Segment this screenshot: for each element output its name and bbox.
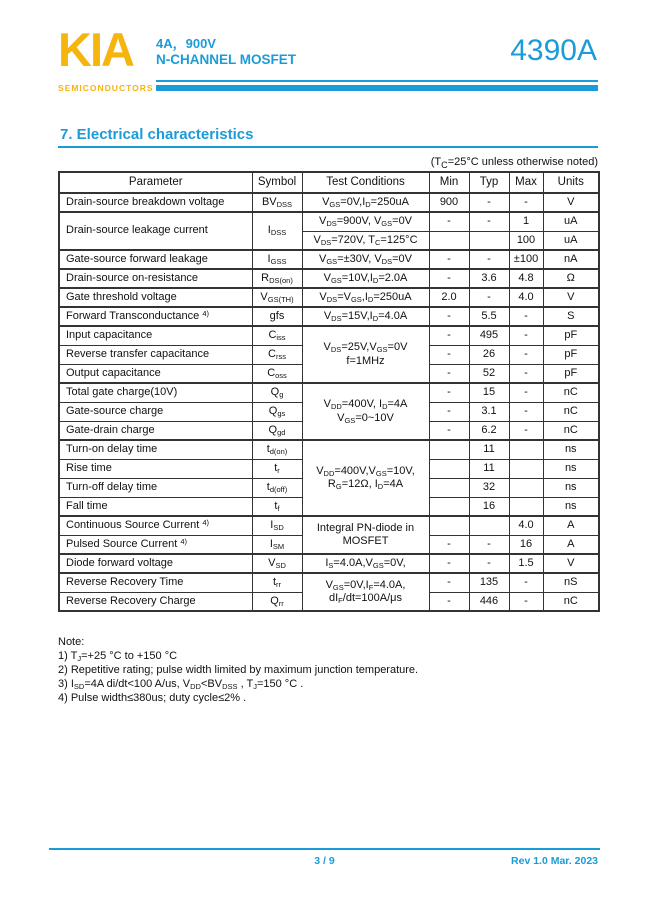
- table-cell: -: [509, 573, 543, 592]
- table-cell: 4.8: [509, 269, 543, 288]
- table-cell: 16: [469, 497, 509, 516]
- table-cell: 32: [469, 478, 509, 497]
- table-cell: -: [429, 212, 469, 231]
- parameter-cell: Continuous Source Current $^{4)}$: [59, 516, 252, 535]
- table-cell: -: [429, 535, 469, 554]
- table-cell: -: [469, 250, 509, 269]
- table-cell: nC: [543, 592, 599, 611]
- parameter-cell: Rise time: [59, 459, 252, 478]
- table-cell: $Q_g$: [252, 383, 302, 402]
- notes-block: [58, 635, 418, 705]
- parameter-cell: Gate-source forward leakage: [59, 250, 252, 269]
- table-cell: $t_{rr}$: [252, 573, 302, 592]
- parameter-cell: Pulsed Source Current $^{4)}$: [59, 535, 252, 554]
- table-cell: [509, 478, 543, 497]
- parameter-cell: Reverse Recovery Charge: [59, 592, 252, 611]
- parameter-cell: Gate-source charge: [59, 402, 252, 421]
- table-cell: [469, 516, 509, 535]
- table-cell: $V_{GS}=0V,I_D=250uA$: [302, 193, 429, 212]
- table-cell: -: [429, 326, 469, 345]
- table-cell: nA: [543, 250, 599, 269]
- table-cell: 446: [469, 592, 509, 611]
- table-cell: -: [509, 592, 543, 611]
- table-cell: 900: [429, 193, 469, 212]
- table-cell: [429, 478, 469, 497]
- table-cell: 3.6: [469, 269, 509, 288]
- note-line-4: 4) Pulse width≤380us; duty cycle≤2% .: [58, 692, 247, 704]
- table-row: [59, 383, 599, 402]
- table-cell: 11: [469, 440, 509, 459]
- table-cell: A: [543, 516, 599, 535]
- table-cell: ±100: [509, 250, 543, 269]
- table-cell: -: [429, 573, 469, 592]
- table-cell: uA: [543, 231, 599, 250]
- table-row: [59, 288, 599, 307]
- table-cell: [429, 516, 469, 535]
- test-condition-note: ($T_C=25^\circ C$ unless otherwise noted): [430, 156, 598, 171]
- table-cell: $I_{SD}$: [252, 516, 302, 535]
- table-cell: -: [429, 554, 469, 573]
- table-cell: V: [543, 288, 599, 307]
- table-cell: [429, 497, 469, 516]
- column-header: Typ: [469, 172, 509, 193]
- table-cell: [509, 459, 543, 478]
- table-cell: $V_{DS}=900V$, $V_{GS}=0V$: [302, 212, 429, 231]
- table-cell: $C_{iss}$: [252, 326, 302, 345]
- table-cell: V: [543, 554, 599, 573]
- parameter-cell: Gate-drain charge: [59, 421, 252, 440]
- table-cell: $V_{DS}=25V,V_{GS}=0V$ f=1MHz: [302, 326, 429, 383]
- table-cell: nS: [543, 573, 599, 592]
- table-cell: $V_{DS}=15V,I_D=4.0A$: [302, 307, 429, 326]
- table-cell: $t_r$: [252, 459, 302, 478]
- table-cell: $I_{GSS}$: [252, 250, 302, 269]
- table-cell: -: [509, 193, 543, 212]
- table-cell: 15: [469, 383, 509, 402]
- table-cell: $V_{GS}=\pm 30V$, $V_{DS}=0V$: [302, 250, 429, 269]
- table-cell: -: [509, 383, 543, 402]
- parameter-cell: Diode forward voltage: [59, 554, 252, 573]
- table-cell: $V_{DD}=400V,V_{GS}=10V$, $R_G=12\Omega$, $I_D=4A$: [302, 440, 429, 516]
- section-title: 7. Electrical characteristics: [60, 126, 254, 143]
- parameter-cell: Forward Transconductance $^{4)}$: [59, 307, 252, 326]
- table-row: [59, 516, 599, 535]
- table-cell: 135: [469, 573, 509, 592]
- table-cell: 11: [469, 459, 509, 478]
- table-cell: S: [543, 307, 599, 326]
- table-cell: nC: [543, 383, 599, 402]
- device-type: N-CHANNEL MOSFET: [156, 52, 296, 67]
- table-cell: 6.2: [469, 421, 509, 440]
- table-cell: -: [429, 269, 469, 288]
- table-cell: 52: [469, 364, 509, 383]
- table-cell: $V_{DS}=720V$, $T_C=125^\circ C$: [302, 231, 429, 250]
- parameter-cell: Output capacitance: [59, 364, 252, 383]
- table-cell: $BV_{DSS}$: [252, 193, 302, 212]
- table-cell: pF: [543, 326, 599, 345]
- table-cell: -: [469, 193, 509, 212]
- table-cell: -: [429, 421, 469, 440]
- table-cell: ns: [543, 440, 599, 459]
- footer-rule: [49, 848, 600, 850]
- kia-logo: KIA: [58, 23, 133, 76]
- table-cell: -: [469, 288, 509, 307]
- table-cell: gfs: [252, 307, 302, 326]
- table-cell: nC: [543, 421, 599, 440]
- table-cell: $t_{d(off)}$: [252, 478, 302, 497]
- table-cell: -: [509, 402, 543, 421]
- table-cell: -: [469, 535, 509, 554]
- note-line-3: 3) $I_{SD}=4A$ di/dt<100 A/us, $V_{DD}<BV_{DSS}$ , $T_J=150$ °C .: [58, 678, 304, 691]
- table-cell: 3.1: [469, 402, 509, 421]
- parameter-cell: Drain-source leakage current: [59, 212, 252, 250]
- header-rule-thick: [156, 85, 598, 91]
- device-rating: 4A，900V: [156, 36, 216, 51]
- table-cell: $I_S=4.0A,V_{GS}=0V$,: [302, 554, 429, 573]
- table-cell: -: [429, 383, 469, 402]
- table-cell: 26: [469, 345, 509, 364]
- table-cell: 495: [469, 326, 509, 345]
- table-cell: -: [429, 307, 469, 326]
- table-cell: pF: [543, 345, 599, 364]
- table-cell: $Q_{gs}$: [252, 402, 302, 421]
- parameter-cell: Drain-source on-resistance: [59, 269, 252, 288]
- table-body: [59, 193, 599, 611]
- table-cell: [509, 497, 543, 516]
- table-row: [59, 193, 599, 212]
- table-cell: $I_{SM}$: [252, 535, 302, 554]
- table-cell: [509, 440, 543, 459]
- section-title-rule: [58, 146, 598, 148]
- column-header: Parameter: [59, 172, 252, 193]
- column-header: Test Conditions: [302, 172, 429, 193]
- table-cell: -: [469, 212, 509, 231]
- parameter-cell: Gate threshold voltage: [59, 288, 252, 307]
- column-header: Symbol: [252, 172, 302, 193]
- table-cell: -: [509, 421, 543, 440]
- table-cell: Ω: [543, 269, 599, 288]
- table-cell: $V_{GS}=10V,I_D=2.0A$: [302, 269, 429, 288]
- table-cell: [429, 459, 469, 478]
- table-row: [59, 269, 599, 288]
- table-cell: 16: [509, 535, 543, 554]
- table-cell: nC: [543, 402, 599, 421]
- table-row: [59, 554, 599, 573]
- table-row: [59, 250, 599, 269]
- table-cell: ns: [543, 497, 599, 516]
- note-line-1: 1) $T_J=+25$ °C to +150 °C: [58, 650, 178, 663]
- table-row: [59, 440, 599, 459]
- table-cell: $V_{DD}=400V$, $I_D=4A$ $V_{GS}=0\sim 10V$: [302, 383, 429, 440]
- table-cell: -: [509, 345, 543, 364]
- table-cell: A: [543, 535, 599, 554]
- notes-title: Note:: [58, 636, 85, 648]
- page-indicator: 3 / 9: [314, 855, 335, 867]
- parameter-cell: Input capacitance: [59, 326, 252, 345]
- table-cell: Integral PN-diode in MOSFET: [302, 516, 429, 554]
- table-cell: [469, 231, 509, 250]
- parameter-cell: Drain-source breakdown voltage: [59, 193, 252, 212]
- table-cell: [429, 440, 469, 459]
- table-cell: ns: [543, 478, 599, 497]
- parameter-cell: Turn-off delay time: [59, 478, 252, 497]
- table-cell: -: [429, 402, 469, 421]
- table-row: [59, 212, 599, 231]
- column-header: Min: [429, 172, 469, 193]
- table-row: [59, 326, 599, 345]
- parameter-cell: Fall time: [59, 497, 252, 516]
- column-header: Units: [543, 172, 599, 193]
- part-number: 4390A: [510, 34, 597, 67]
- table-cell: -: [429, 364, 469, 383]
- table-cell: $V_{DS}=V_{GS},I_D=250uA$: [302, 288, 429, 307]
- table-cell: -: [469, 554, 509, 573]
- parameter-cell: Reverse Recovery Time: [59, 573, 252, 592]
- electrical-characteristics-table: [58, 171, 600, 612]
- table-header-row: [59, 172, 599, 193]
- table-cell: 2.0: [429, 288, 469, 307]
- table-cell: $C_{rss}$: [252, 345, 302, 364]
- table-cell: 100: [509, 231, 543, 250]
- revision-label: Rev 1.0 Mar. 2023: [511, 855, 598, 867]
- column-header: Max: [509, 172, 543, 193]
- table-cell: $V_{SD}$: [252, 554, 302, 573]
- table-cell: $V_{GS}=0V,I_F=4.0A$, $dI_F/dt=100A/\mu s$: [302, 573, 429, 611]
- table-cell: -: [509, 364, 543, 383]
- table-cell: pF: [543, 364, 599, 383]
- note-line-2: 2) Repetitive rating; pulse width limited by maximum junction temperature.: [58, 664, 419, 676]
- table-cell: $I_{DSS}$: [252, 212, 302, 250]
- table-cell: -: [509, 307, 543, 326]
- table-cell: 1: [509, 212, 543, 231]
- table-cell: $V_{GS(TH)}$: [252, 288, 302, 307]
- table-cell: [429, 231, 469, 250]
- table-cell: $t_{d(on)}$: [252, 440, 302, 459]
- parameter-cell: Reverse transfer capacitance: [59, 345, 252, 364]
- table-cell: -: [429, 345, 469, 364]
- table-cell: $R_{DS(on)}$: [252, 269, 302, 288]
- table-cell: 5.5: [469, 307, 509, 326]
- table-cell: $C_{oss}$: [252, 364, 302, 383]
- table-cell: uA: [543, 212, 599, 231]
- table-cell: 4.0: [509, 288, 543, 307]
- parameter-cell: Turn-on delay time: [59, 440, 252, 459]
- table-cell: ns: [543, 459, 599, 478]
- table-cell: V: [543, 193, 599, 212]
- table-cell: $Q_{rr}$: [252, 592, 302, 611]
- table-cell: $Q_{gd}$: [252, 421, 302, 440]
- table-cell: -: [509, 326, 543, 345]
- table-cell: $t_f$: [252, 497, 302, 516]
- table-cell: 4.0: [509, 516, 543, 535]
- table-row: [59, 573, 599, 592]
- table-cell: -: [429, 592, 469, 611]
- parameter-cell: Total gate charge(10V): [59, 383, 252, 402]
- kia-logo-subtext: SEMICONDUCTORS: [58, 83, 154, 93]
- table-cell: 1.5: [509, 554, 543, 573]
- table-cell: -: [429, 250, 469, 269]
- table-row: [59, 307, 599, 326]
- header-rule-thin: [156, 80, 598, 82]
